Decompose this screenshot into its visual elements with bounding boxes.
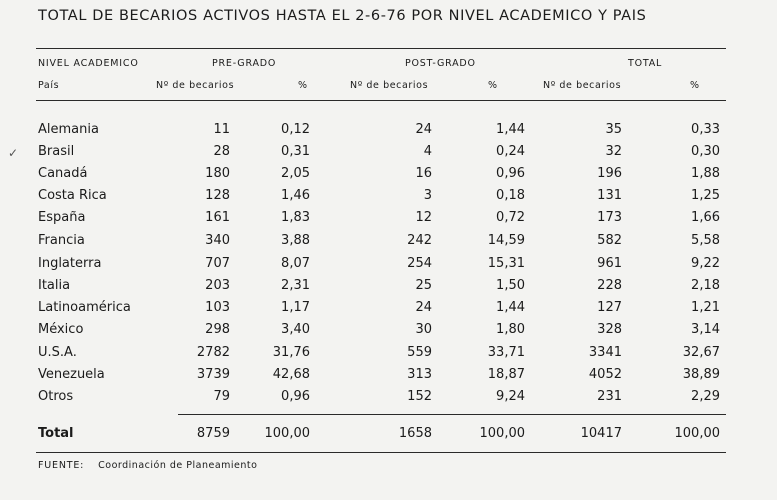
total-separator-rule xyxy=(178,414,726,415)
total-pct-cell: 5,58 xyxy=(691,233,720,248)
country-cell: Inglaterra xyxy=(38,256,102,271)
table-row-alemania xyxy=(0,122,777,142)
country-cell: Brasil xyxy=(38,144,75,159)
post-count-cell: 3 xyxy=(423,188,432,203)
header-post-grado: POST-GRADO xyxy=(405,58,476,69)
table-row-inglaterra xyxy=(0,256,777,276)
total-label: Total xyxy=(38,426,74,441)
pre-count-cell: 180 xyxy=(205,166,230,181)
total-pct-cell: 3,14 xyxy=(691,322,720,337)
total-pct-cell: 0,33 xyxy=(691,122,720,137)
total-count-cell: 32 xyxy=(605,144,622,159)
table-row-italia xyxy=(0,278,777,298)
table-row-otros xyxy=(0,389,777,409)
country-cell: U.S.A. xyxy=(38,345,77,360)
pre-count-cell: 203 xyxy=(205,278,230,293)
pre-pct-cell: 2,05 xyxy=(281,166,310,181)
pre-count-cell: 161 xyxy=(205,210,230,225)
total-pct-cell: 2,18 xyxy=(691,278,720,293)
table-row-canada xyxy=(0,166,777,186)
total-count-cell: 228 xyxy=(597,278,622,293)
total-count-cell: 173 xyxy=(597,210,622,225)
country-cell: Otros xyxy=(38,389,74,404)
table-row-francia xyxy=(0,233,777,253)
total-post-pct: 100,00 xyxy=(479,426,525,441)
post-count-cell: 152 xyxy=(407,389,432,404)
post-pct-cell: 1,80 xyxy=(496,322,525,337)
post-count-cell: 12 xyxy=(415,210,432,225)
table-row-usa xyxy=(0,345,777,365)
country-cell: Venezuela xyxy=(38,367,105,382)
pre-count-cell: 28 xyxy=(213,144,230,159)
total-total-count: 10417 xyxy=(580,426,622,441)
table-title: TOTAL DE BECARIOS ACTIVOS HASTA EL 2-6-76 POR NIVEL ACADEMICO Y PAIS xyxy=(38,8,647,24)
footer-top-rule xyxy=(36,452,726,453)
country-cell: Francia xyxy=(38,233,85,248)
pre-count-cell: 79 xyxy=(213,389,230,404)
header-pre-grado: PRE-GRADO xyxy=(212,58,277,69)
post-count-cell: 24 xyxy=(415,122,432,137)
post-count-cell: 4 xyxy=(423,144,432,159)
total-count-cell: 35 xyxy=(605,122,622,137)
pre-count-cell: 707 xyxy=(205,256,230,271)
post-count-cell: 16 xyxy=(415,166,432,181)
table-row-latinoamerica xyxy=(0,300,777,320)
table-row-costa-rica xyxy=(0,188,777,208)
total-total-pct: 100,00 xyxy=(674,426,720,441)
pre-pct-cell: 1,83 xyxy=(281,210,310,225)
table-row-brasil xyxy=(0,144,777,164)
total-count-cell: 582 xyxy=(597,233,622,248)
country-cell: Alemania xyxy=(38,122,99,137)
pre-pct-cell: 0,31 xyxy=(281,144,310,159)
subheader-pre-pct: % xyxy=(298,80,308,91)
post-pct-cell: 33,71 xyxy=(487,345,525,360)
pre-pct-cell: 0,96 xyxy=(281,389,310,404)
margin-check-mark: ✓ xyxy=(8,146,19,160)
subheader-post-becarios: Nº de becarios xyxy=(350,80,429,91)
post-count-cell: 313 xyxy=(407,367,432,382)
header-total: TOTAL xyxy=(628,58,663,69)
total-pct-cell: 1,21 xyxy=(691,300,720,315)
source-label: FUENTE: xyxy=(38,460,85,471)
total-pct-cell: 0,30 xyxy=(691,144,720,159)
total-count-cell: 328 xyxy=(597,322,622,337)
post-pct-cell: 18,87 xyxy=(487,367,525,382)
country-cell: Latinoamérica xyxy=(38,300,131,315)
table-row-espana xyxy=(0,210,777,230)
post-pct-cell: 1,44 xyxy=(496,122,525,137)
post-pct-cell: 0,72 xyxy=(496,210,525,225)
pre-count-cell: 103 xyxy=(205,300,230,315)
subheader-tot-pct: % xyxy=(690,80,700,91)
country-cell: Canadá xyxy=(38,166,88,181)
table-row-total xyxy=(0,426,777,446)
pre-pct-cell: 3,88 xyxy=(281,233,310,248)
pre-count-cell: 2782 xyxy=(196,345,230,360)
total-pct-cell: 2,29 xyxy=(691,389,720,404)
header-bottom-rule xyxy=(36,100,726,101)
source-text: Coordinación de Planeamiento xyxy=(98,460,258,471)
post-count-cell: 242 xyxy=(407,233,432,248)
subheader-post-pct: % xyxy=(488,80,498,91)
total-count-cell: 127 xyxy=(597,300,622,315)
source-footer xyxy=(38,460,257,471)
country-cell: Italia xyxy=(38,278,71,293)
total-pct-cell: 32,67 xyxy=(682,345,720,360)
post-pct-cell: 15,31 xyxy=(487,256,525,271)
pre-pct-cell: 0,12 xyxy=(281,122,310,137)
table-row-mexico xyxy=(0,322,777,342)
post-count-cell: 559 xyxy=(407,345,432,360)
post-count-cell: 30 xyxy=(415,322,432,337)
header-top-rule xyxy=(36,48,726,49)
total-count-cell: 196 xyxy=(597,166,622,181)
pre-count-cell: 340 xyxy=(205,233,230,248)
pre-count-cell: 11 xyxy=(213,122,230,137)
subheader-tot-becarios: Nº de becarios xyxy=(543,80,622,91)
post-count-cell: 25 xyxy=(415,278,432,293)
total-pre-pct: 100,00 xyxy=(264,426,310,441)
post-pct-cell: 14,59 xyxy=(487,233,525,248)
post-pct-cell: 1,44 xyxy=(496,300,525,315)
post-count-cell: 254 xyxy=(407,256,432,271)
pre-count-cell: 128 xyxy=(205,188,230,203)
total-count-cell: 131 xyxy=(597,188,622,203)
country-cell: España xyxy=(38,210,86,225)
total-pct-cell: 9,22 xyxy=(691,256,720,271)
country-cell: Costa Rica xyxy=(38,188,107,203)
post-pct-cell: 1,50 xyxy=(496,278,525,293)
total-pct-cell: 1,25 xyxy=(691,188,720,203)
total-pct-cell: 38,89 xyxy=(682,367,720,382)
post-pct-cell: 0,96 xyxy=(496,166,525,181)
table-row-venezuela xyxy=(0,367,777,387)
pre-pct-cell: 3,40 xyxy=(281,322,310,337)
pre-pct-cell: 1,17 xyxy=(281,300,310,315)
pre-count-cell: 298 xyxy=(205,322,230,337)
total-post-count: 1658 xyxy=(398,426,432,441)
total-pct-cell: 1,66 xyxy=(691,210,720,225)
header-nivel-academico: NIVEL ACADEMICO xyxy=(38,58,139,69)
pre-pct-cell: 42,68 xyxy=(272,367,310,382)
pre-count-cell: 3739 xyxy=(196,367,230,382)
subheader-pais: País xyxy=(38,80,60,91)
pre-pct-cell: 1,46 xyxy=(281,188,310,203)
pre-pct-cell: 2,31 xyxy=(281,278,310,293)
total-count-cell: 231 xyxy=(597,389,622,404)
pre-pct-cell: 8,07 xyxy=(281,256,310,271)
post-pct-cell: 0,24 xyxy=(496,144,525,159)
total-pct-cell: 1,88 xyxy=(691,166,720,181)
total-count-cell: 3341 xyxy=(588,345,622,360)
total-count-cell: 4052 xyxy=(588,367,622,382)
pre-pct-cell: 31,76 xyxy=(272,345,310,360)
total-pre-count: 8759 xyxy=(196,426,230,441)
post-count-cell: 24 xyxy=(415,300,432,315)
total-count-cell: 961 xyxy=(597,256,622,271)
subheader-pre-becarios: Nº de becarios xyxy=(156,80,235,91)
country-cell: México xyxy=(38,322,84,337)
post-pct-cell: 9,24 xyxy=(496,389,525,404)
post-pct-cell: 0,18 xyxy=(496,188,525,203)
